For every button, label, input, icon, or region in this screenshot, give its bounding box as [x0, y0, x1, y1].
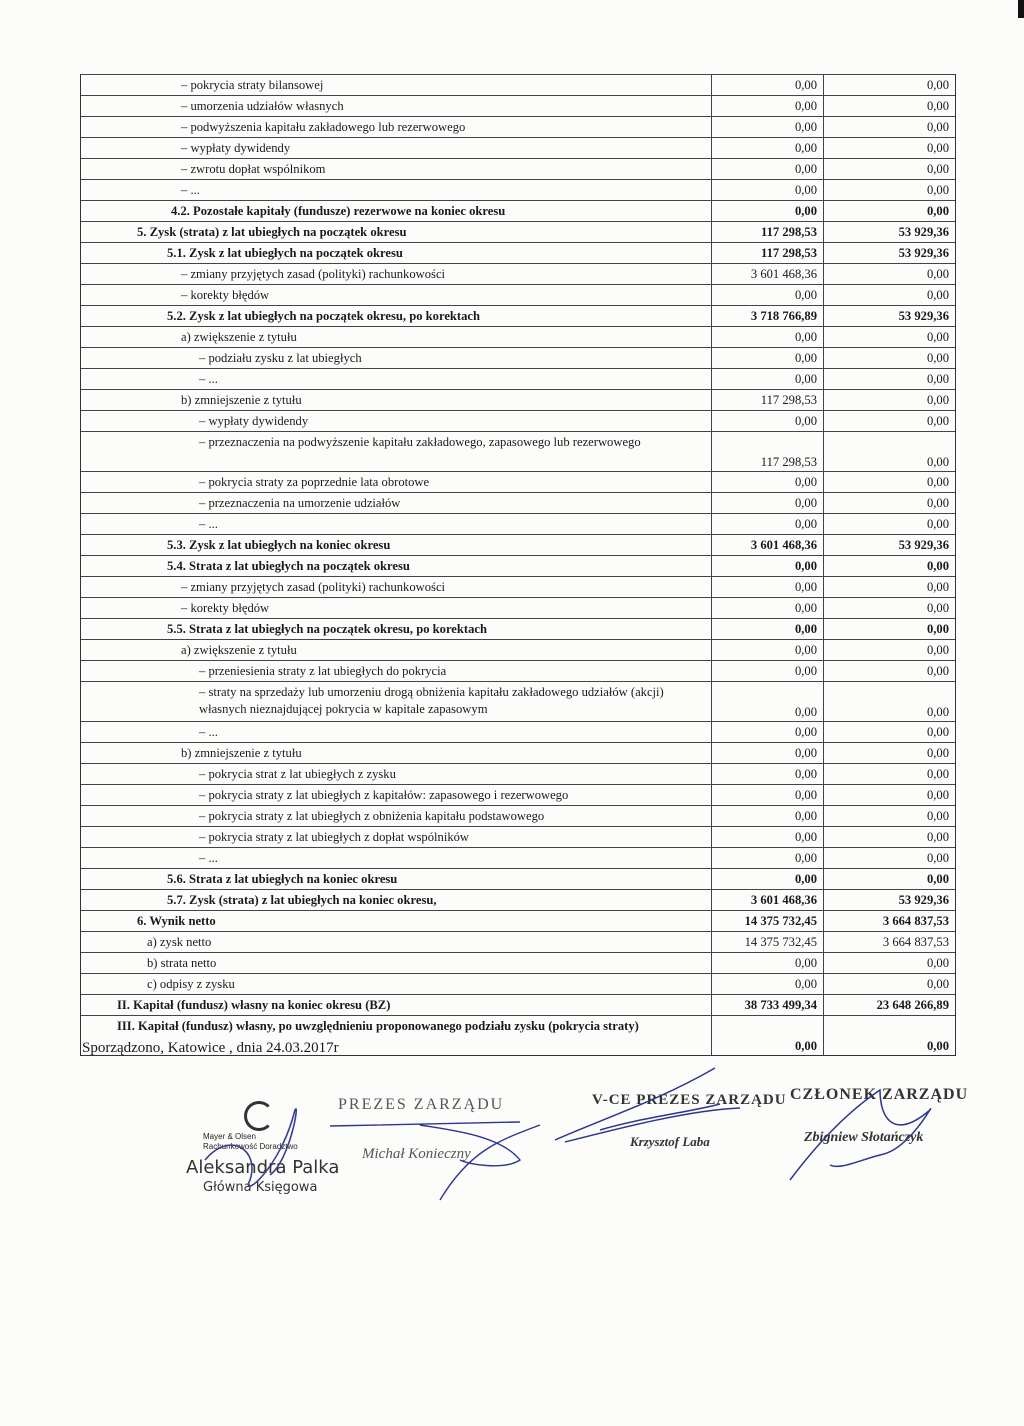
previous-year-value: 0,00	[823, 598, 955, 618]
row-label: – ...	[199, 372, 218, 386]
table-row	[81, 200, 955, 221]
row-label: – korekty błędów	[181, 601, 270, 615]
current-year-value: 3 601 468,36	[711, 535, 823, 555]
previous-year-value: 0,00	[823, 848, 955, 868]
table-row	[81, 410, 955, 431]
stamp-vce-title: V-CE PREZES ZARZĄDU	[592, 1092, 787, 1108]
row-label: 5.4. Strata z lat ubiegłych na początek okresu	[167, 559, 410, 573]
table-row	[81, 326, 955, 347]
current-year-value: 0,00	[711, 556, 823, 576]
row-label: – korekty błędów	[181, 288, 270, 302]
table-row	[81, 116, 955, 137]
table-row	[81, 721, 955, 742]
previous-year-value: 0,00	[823, 493, 955, 513]
table-row	[81, 179, 955, 200]
row-label: a) zwiększenie z tytułu	[181, 330, 297, 344]
previous-year-value: 0,00	[823, 556, 955, 576]
current-year-value: 0,00	[711, 661, 823, 681]
row-label: 5.5. Strata z lat ubiegłych na początek okresu, po korektach	[167, 622, 487, 636]
row-label: – podwyższenia kapitału zakładowego lub rezerwowego	[181, 120, 466, 134]
table-row	[81, 826, 955, 847]
row-label: 5.6. Strata z lat ubiegłych na koniec okresu	[167, 872, 398, 886]
row-label: – podziału zysku z lat ubiegłych	[199, 351, 362, 365]
current-year-value: 0,00	[711, 974, 823, 994]
row-label: 5.3. Zysk z lat ubiegłych na koniec okresu	[167, 538, 391, 552]
current-year-value: 0,00	[711, 159, 823, 179]
current-year-value: 0,00	[711, 785, 823, 805]
current-year-value: 0,00	[711, 953, 823, 973]
row-label: – pokrycia strat z lat ubiegłych z zysku	[199, 767, 396, 781]
table-row	[81, 305, 955, 326]
stamp-czlonek-name: Zbigniew Słotańczyk	[804, 1130, 924, 1145]
row-label: 6. Wynik netto	[137, 914, 216, 928]
previous-year-value: 0,00	[823, 661, 955, 681]
firm-logo-icon	[244, 1101, 274, 1131]
current-year-value: 14 375 732,45	[711, 932, 823, 952]
current-year-value: 0,00	[711, 743, 823, 763]
current-year-value: 0,00	[711, 869, 823, 889]
date-line: Sporządzono, Katowice , dnia 24.03.2017r	[82, 1040, 339, 1056]
row-label: II. Kapitał (fundusz) własny na koniec okresu (BZ)	[117, 998, 391, 1012]
table-row	[81, 952, 955, 973]
row-label: III. Kapitał (fundusz) własny, po uwzględnieniu proponowanego podziału zysku (pokrycia straty)	[117, 1019, 639, 1033]
current-year-value: 0,00	[711, 285, 823, 305]
current-year-value: 0,00	[711, 117, 823, 137]
row-label: – ...	[199, 517, 218, 531]
current-year-value: 0,00	[711, 75, 823, 95]
previous-year-value: 0,00	[823, 411, 955, 431]
current-year-value: 0,00	[711, 472, 823, 492]
current-year-value: 117 298,53	[711, 432, 823, 471]
previous-year-value: 53 929,36	[823, 243, 955, 263]
table-row	[81, 284, 955, 305]
previous-year-value: 0,00	[823, 953, 955, 973]
row-label: – wypłaty dywidendy	[181, 141, 291, 155]
row-label: 5.1. Zysk z lat ubiegłych na początek okresu	[167, 246, 403, 260]
row-label: – umorzenia udziałów własnych	[181, 99, 344, 113]
table-row	[81, 221, 955, 242]
previous-year-value: 0,00	[823, 117, 955, 137]
current-year-value: 0,00	[711, 764, 823, 784]
current-year-value: 0,00	[711, 722, 823, 742]
previous-year-value: 0,00	[823, 390, 955, 410]
previous-year-value: 0,00	[823, 682, 955, 721]
previous-year-value: 53 929,36	[823, 222, 955, 242]
current-year-value: 0,00	[711, 827, 823, 847]
accountant-name: Aleksandra Palka	[186, 1157, 340, 1178]
current-year-value: 3 601 468,36	[711, 264, 823, 284]
previous-year-value: 23 648 266,89	[823, 995, 955, 1015]
previous-year-value: 0,00	[823, 201, 955, 221]
row-label: a) zwiększenie z tytułu	[181, 643, 297, 657]
row-label: – pokrycia straty za poprzednie lata obrotowe	[199, 475, 430, 489]
table-row	[81, 576, 955, 597]
previous-year-value: 0,00	[823, 327, 955, 347]
stamp-czlonek-title: CZŁONEK ZARZĄDU	[790, 1086, 969, 1103]
previous-year-value: 0,00	[823, 138, 955, 158]
previous-year-value: 0,00	[823, 514, 955, 534]
row-label: – ...	[199, 851, 218, 865]
previous-year-value: 0,00	[823, 472, 955, 492]
table-row	[81, 389, 955, 410]
table-row	[81, 889, 955, 910]
table-row	[81, 639, 955, 660]
table-row	[81, 347, 955, 368]
table-row	[81, 431, 955, 471]
table-row	[81, 910, 955, 931]
table-row	[81, 513, 955, 534]
table-row	[81, 555, 955, 576]
previous-year-value: 0,00	[823, 577, 955, 597]
previous-year-value: 0,00	[823, 432, 955, 471]
row-label: b) strata netto	[147, 956, 217, 970]
accountant-firm	[203, 1132, 298, 1152]
previous-year-value: 0,00	[823, 640, 955, 660]
previous-year-value: 3 664 837,53	[823, 932, 955, 952]
accountant-firm-line2: Rachunkowość Doradztwo	[203, 1142, 298, 1151]
previous-year-value: 0,00	[823, 764, 955, 784]
previous-year-value: 53 929,36	[823, 306, 955, 326]
previous-year-value: 53 929,36	[823, 535, 955, 555]
current-year-value: 117 298,53	[711, 222, 823, 242]
previous-year-value: 0,00	[823, 159, 955, 179]
previous-year-value: 0,00	[823, 348, 955, 368]
table-row	[81, 158, 955, 179]
row-label: – przeznaczenia na podwyższenie kapitału zakładowego, zapasowego lub rezerwowego	[199, 435, 641, 449]
current-year-value: 0,00	[711, 619, 823, 639]
current-year-value: 0,00	[711, 96, 823, 116]
current-year-value: 0,00	[711, 369, 823, 389]
previous-year-value: 0,00	[823, 743, 955, 763]
table-row	[81, 597, 955, 618]
table-row	[81, 742, 955, 763]
stamp-prezes-name: Michał Konieczny	[362, 1146, 471, 1162]
previous-year-value: 0,00	[823, 785, 955, 805]
table-row	[81, 534, 955, 555]
previous-year-value: 0,00	[823, 285, 955, 305]
row-label: – straty na sprzedaży lub umorzeniu drogą obniżenia kapitału zakładowego udziałów (akcji) własnych nieznajdującej pokrycia w kapitale zapasowym	[199, 685, 664, 716]
row-label: 5. Zysk (strata) z lat ubiegłych na początek okresu	[137, 225, 407, 239]
table-row	[81, 784, 955, 805]
table-row	[81, 931, 955, 952]
row-label: b) zmniejszenie z tytułu	[181, 393, 302, 407]
current-year-value: 38 733 499,34	[711, 995, 823, 1015]
accountant-role: Główna Księgowa	[203, 1180, 318, 1195]
current-year-value: 0,00	[711, 806, 823, 826]
row-label: – przeznaczenia na umorzenie udziałów	[199, 496, 401, 510]
table-row	[81, 471, 955, 492]
table-row	[81, 660, 955, 681]
table-row	[81, 368, 955, 389]
table-row	[81, 994, 955, 1015]
row-label: – pokrycia straty z lat ubiegłych z obniżenia kapitału podstawowego	[199, 809, 545, 823]
row-label: – zmiany przyjętych zasad (polityki) rachunkowości	[181, 580, 446, 594]
table-row	[81, 681, 955, 721]
table-row	[81, 74, 955, 95]
previous-year-value: 0,00	[823, 264, 955, 284]
row-label: – przeniesienia straty z lat ubiegłych do pokrycia	[199, 664, 447, 678]
table-row	[81, 137, 955, 158]
previous-year-value: 0,00	[823, 722, 955, 742]
table-row	[81, 242, 955, 263]
current-year-value: 0,00	[711, 577, 823, 597]
row-label: 4.2. Pozostałe kapitały (fundusze) rezerwowe na koniec okresu	[171, 204, 506, 218]
current-year-value: 3 718 766,89	[711, 306, 823, 326]
previous-year-value: 0,00	[823, 619, 955, 639]
row-label: a) zysk netto	[147, 935, 212, 949]
table-row	[81, 805, 955, 826]
current-year-value: 0,00	[711, 201, 823, 221]
accountant-firm-line1: Mayer & Olsen	[203, 1132, 256, 1141]
current-year-value: 0,00	[711, 493, 823, 513]
row-label: – pokrycia straty z lat ubiegłych z dopłat wspólników	[199, 830, 470, 844]
row-label: 5.7. Zysk (strata) z lat ubiegłych na koniec okresu,	[167, 893, 437, 907]
row-label: – ...	[199, 725, 218, 739]
current-year-value: 117 298,53	[711, 243, 823, 263]
row-label: 5.2. Zysk z lat ubiegłych na początek okresu, po korektach	[167, 309, 481, 323]
current-year-value: 0,00	[711, 180, 823, 200]
table-row	[81, 263, 955, 284]
row-label: – wypłaty dywidendy	[199, 414, 309, 428]
table-row	[81, 847, 955, 868]
row-label: c) odpisy z zysku	[147, 977, 235, 991]
previous-year-value: 0,00	[823, 827, 955, 847]
current-year-value: 0,00	[711, 682, 823, 721]
current-year-value: 0,00	[711, 411, 823, 431]
previous-year-value: 0,00	[823, 974, 955, 994]
current-year-value: 0,00	[711, 848, 823, 868]
stamp-vce-name: Krzysztof Laba	[630, 1134, 710, 1149]
previous-year-value: 0,00	[823, 806, 955, 826]
previous-year-value: 3 664 837,53	[823, 911, 955, 931]
row-label: – pokrycia straty bilansowej	[181, 78, 324, 92]
current-year-value: 0,00	[711, 514, 823, 534]
stamp-prezes-title: PREZES ZARZĄDU	[338, 1096, 505, 1113]
table-row	[81, 763, 955, 784]
previous-year-value: 0,00	[823, 96, 955, 116]
current-year-value: 0,00	[711, 598, 823, 618]
row-label: – ...	[181, 183, 200, 197]
table-row	[81, 618, 955, 639]
current-year-value: 0,00	[711, 1016, 823, 1055]
equity-changes-table	[80, 74, 956, 1056]
current-year-value: 0,00	[711, 640, 823, 660]
previous-year-value: 0,00	[823, 369, 955, 389]
table-row	[81, 95, 955, 116]
row-label: – pokrycia straty z lat ubiegłych z kapitałów: zapasowego i rezerwowego	[199, 788, 569, 802]
current-year-value: 3 601 468,36	[711, 890, 823, 910]
current-year-value: 14 375 732,45	[711, 911, 823, 931]
table-row	[81, 973, 955, 994]
previous-year-value: 0,00	[823, 75, 955, 95]
scan-edge-mark	[1018, 0, 1024, 18]
table-row	[81, 868, 955, 889]
current-year-value: 0,00	[711, 327, 823, 347]
row-label: – zwrotu dopłat wspólnikom	[181, 162, 326, 176]
row-label: – zmiany przyjętych zasad (polityki) rachunkowości	[181, 267, 446, 281]
row-label: b) zmniejszenie z tytułu	[181, 746, 302, 760]
previous-year-value: 0,00	[823, 869, 955, 889]
current-year-value: 0,00	[711, 348, 823, 368]
previous-year-value: 53 929,36	[823, 890, 955, 910]
table-row	[81, 492, 955, 513]
current-year-value: 117 298,53	[711, 390, 823, 410]
previous-year-value: 0,00	[823, 180, 955, 200]
previous-year-value: 0,00	[823, 1016, 955, 1055]
current-year-value: 0,00	[711, 138, 823, 158]
